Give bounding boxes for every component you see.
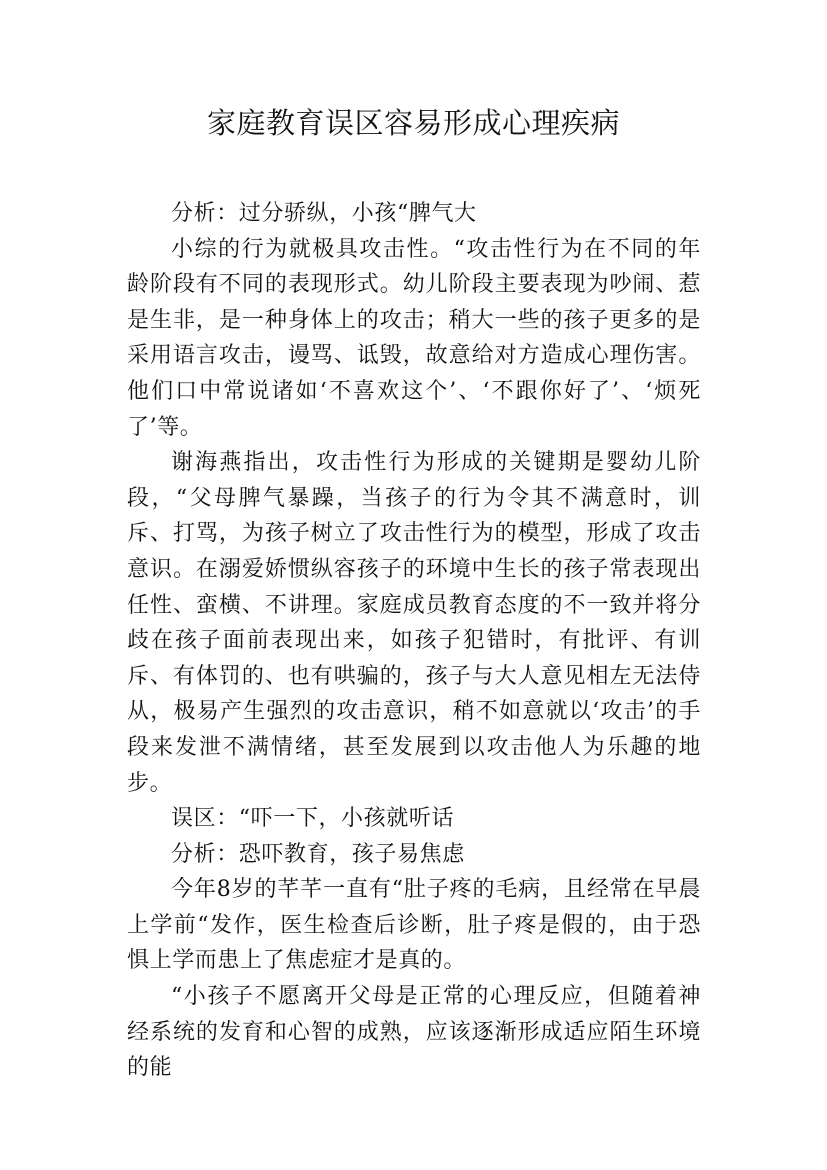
paragraph-separation-reaction: “小孩子不愿离开父母是正常的心理反应，但随着神经系统的发育和心智的成熟，应该逐渐形成适应陌生环境的能 — [127, 984, 701, 1081]
paragraph-misconception-scaring: 误区：“吓一下，小孩就听话 — [171, 806, 455, 832]
paragraph-qianqian-case: 今年8岁的芊芊一直有“肚子疼的毛病，且经常在早晨上学前“发作，医生检查后诊断，肚子疼是假的，由于恐惧上学而患上了焦虑症才是真的。 — [127, 877, 701, 974]
document-body — [127, 196, 701, 1086]
paragraph-analysis-anxiety: 分析：恐吓教育，孩子易焦虑 — [171, 841, 465, 867]
paragraph-critical-period: 谢海燕指出，攻击性行为形成的关键期是婴幼儿阶段，“父母脾气暴躁，当孩子的行为令其不满意时，训斥、打骂，为孩子树立了攻击性行为的模型，形成了攻击意识。在溺爱娇惯纵容孩子的环境中生长的孩子常表现出任性、蛮横、不讲理。家庭成员教育态度的不一致并将分歧在孩子面前表现出来，如孩子犯错时，有批评、有训斥、有体罚的、也有哄骗的，孩子与大人意见相左无法侍从，极易产生强烈的攻击意识，稍不如意就以‘攻击’的手段来发泄不满情绪，甚至发展到以攻击他人为乐趣的地步。 — [127, 450, 701, 796]
document-title: 家庭教育误区容易形成心理疾病 — [206, 106, 620, 140]
paragraph-aggressive-behavior: 小综的行为就极具攻击性。“攻击性行为在不同的年龄阶段有不同的表现形式。幼儿阶段主要表现为吵闹、惹是生非，是一种身体上的攻击；稍大一些的孩子更多的是采用语言攻击，谩骂、诋毁，故意给对方造成心理伤害。他们口中常说诸如‘不喜欢这个’、‘不跟你好了’、‘烦死了’等。 — [127, 236, 701, 440]
paragraph-analysis-spoiling: 分析：过分骄纵，小孩“脾气大 — [171, 201, 477, 226]
